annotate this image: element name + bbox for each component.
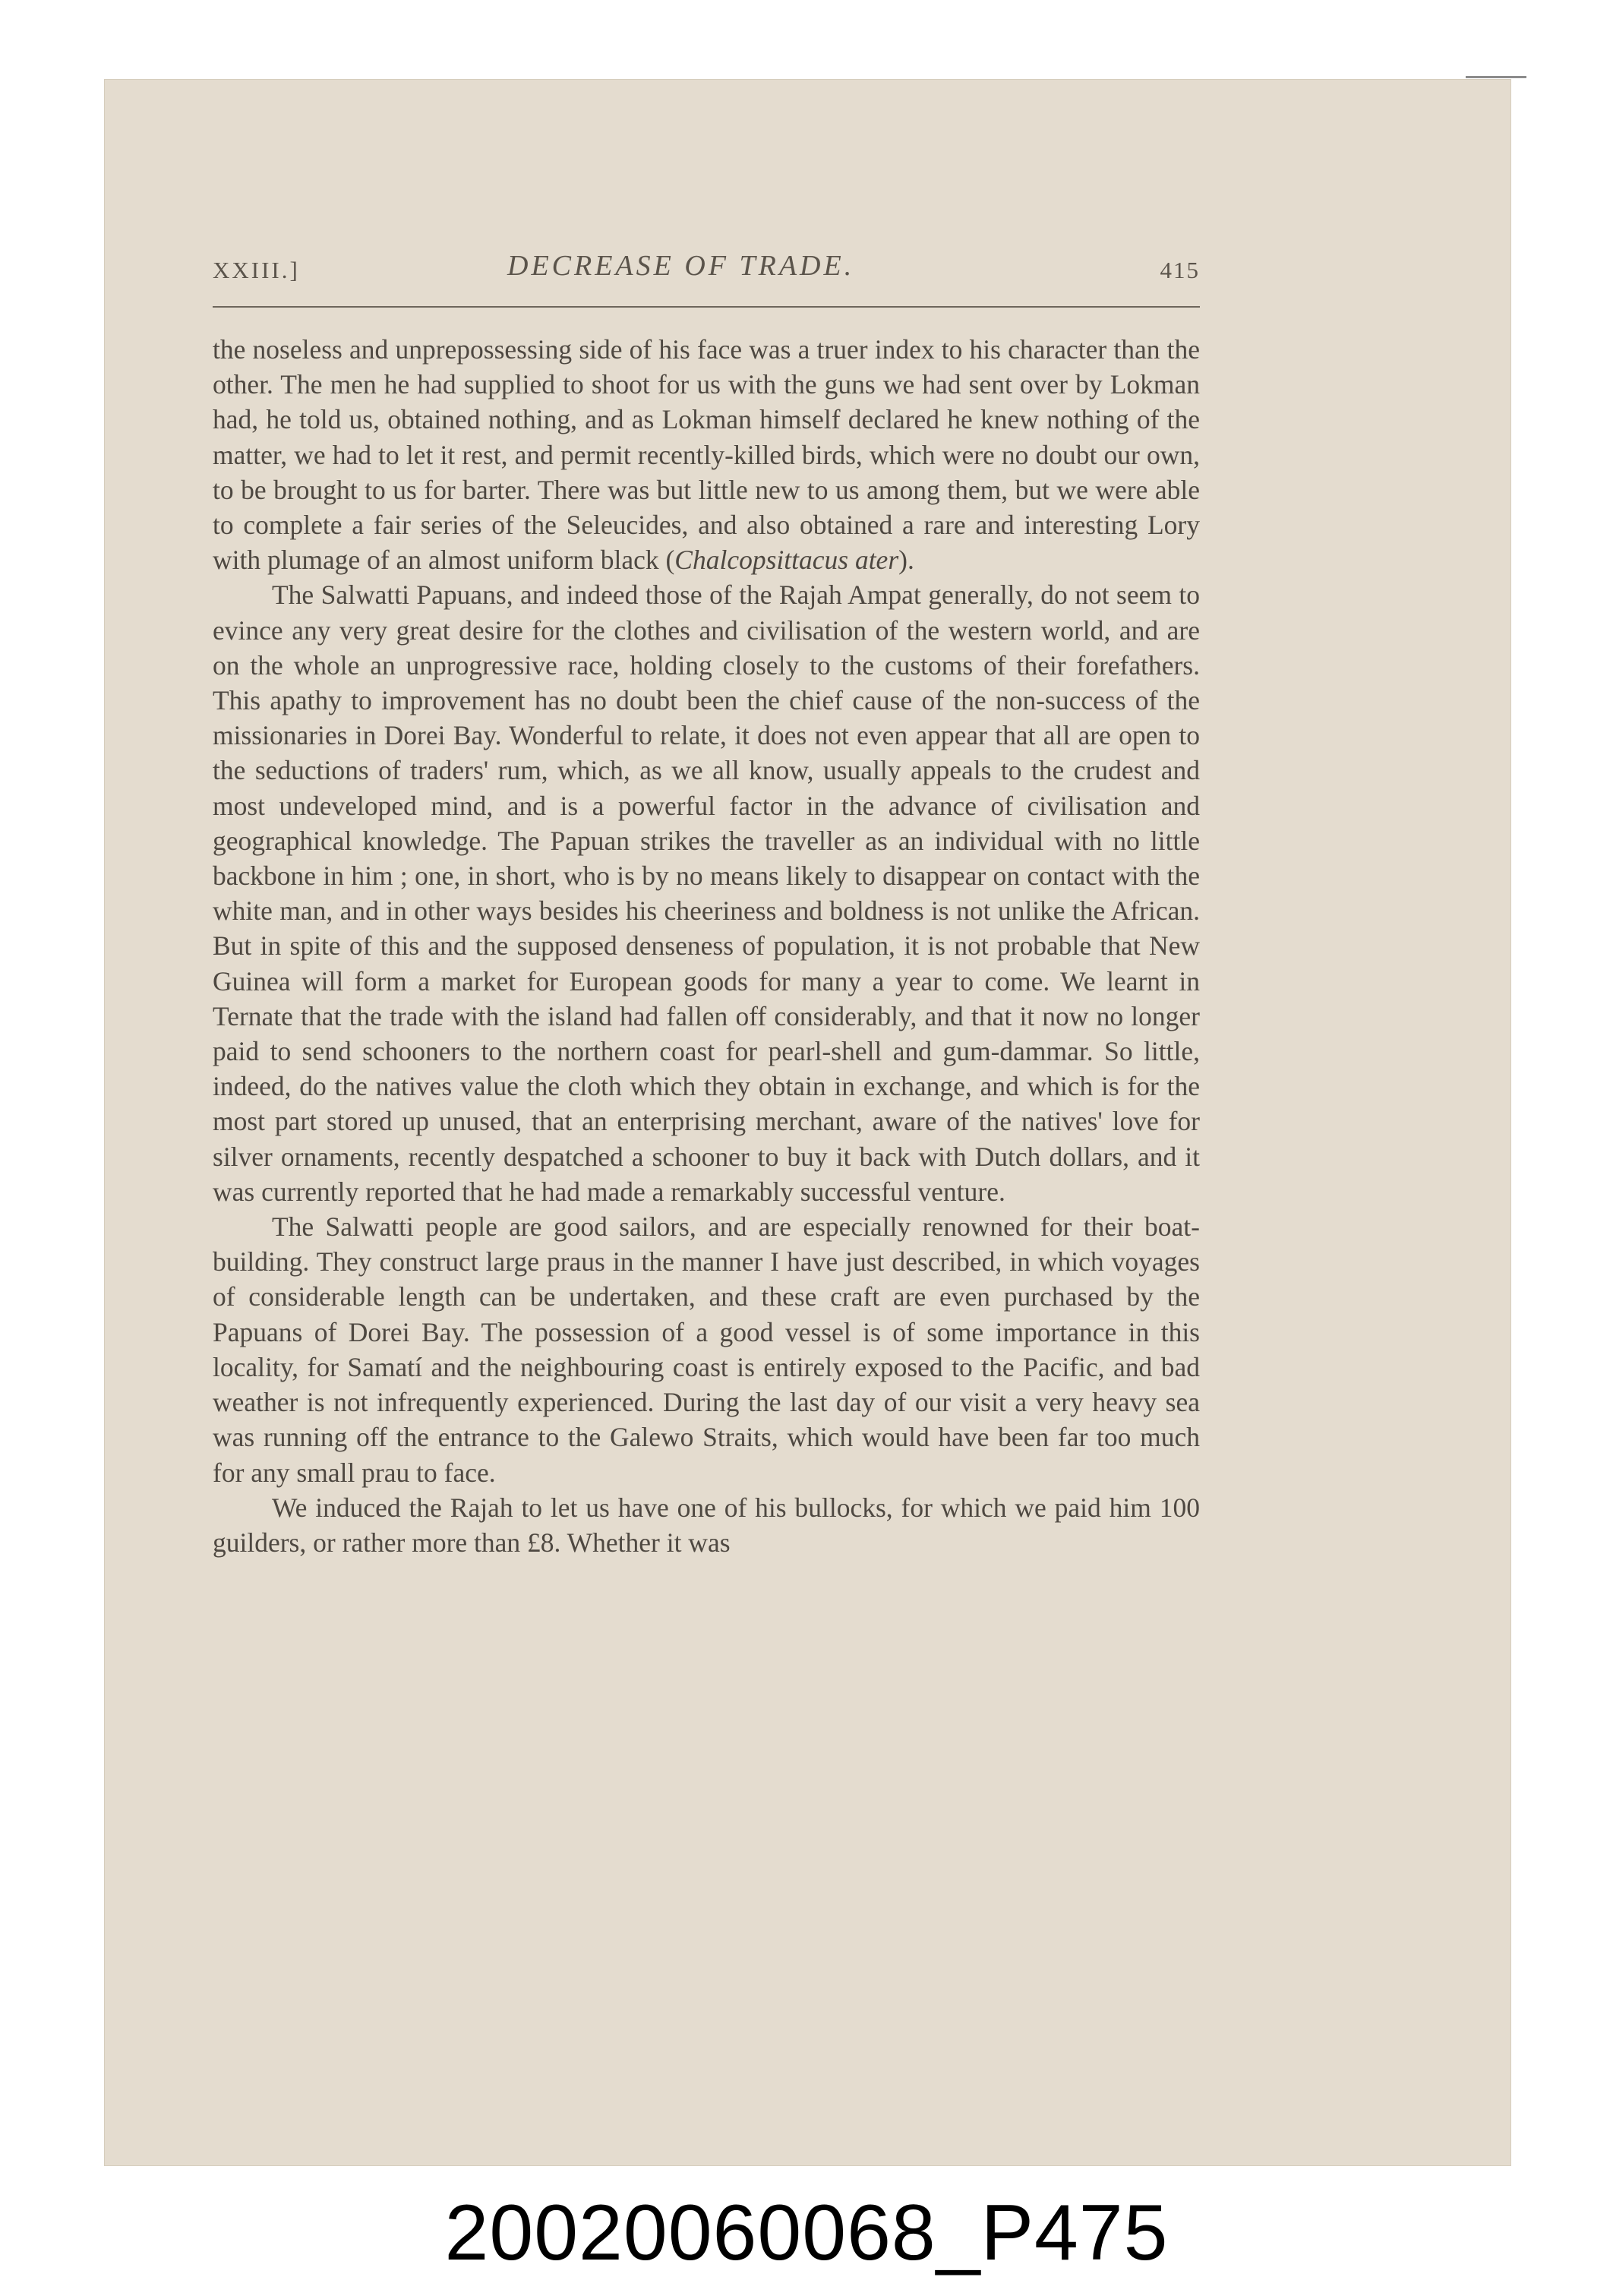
paragraph-4: We induced the Rajah to let us have one of his bullocks, for which we paid him 100 guilders, or rather more than £8. Whether it was: [213, 1492, 1200, 1558]
paragraph-3: The Salwatti people are good sailors, and are especially renowned for their boat-building. They construct large praus in the manner I have just described, in which voyages of considerable length can be undertaken, and these craft are even purchased by the Papuans of Dorei Bay. The possession of a good vessel is of some importance in this locality, for Samatí and the neighbouring coast is entirely exposed to the Pacific, and bad weather is not infrequently experienced. During the last day of our visit a very heavy sea was running off the entrance to the Galewo Straits, which would have been far too much for any small prau to face.: [213, 1211, 1200, 1488]
page-number: 415: [1160, 257, 1200, 283]
paragraph-1-text: the noseless and unprepossessing side of his face was a truer index to his character than the other. The men he had supplied to shoot for us with the guns we had sent over by Lokman had, he told us, obtained nothing, and as Lokman himself declared he knew nothing of the matter, we had to let it rest, and permit recently-killed birds, which were no doubt our own, to be brought to us for barter. There was but little new to us among them, but we were able to complete a fair series of the Seleucides, and also obtained a rare and interesting Lory with plumage of an almost uniform black (: [213, 334, 1200, 576]
chapter-marker: XXIII.]: [213, 257, 300, 283]
scanner-edge: [1466, 76, 1526, 78]
body-text: [213, 332, 1200, 1560]
species-name: Chalcopsittacus ater: [674, 545, 899, 576]
paragraph-1-closing: ).: [898, 545, 914, 576]
paragraph-2: The Salwatti Papuans, and indeed those of the Rajah Ampat generally, do not seem to evince any very great desire for the clothes and civilisation of the western world, and are on the whole an unprogressive race, holding closely to the customs of their forefathers. This apathy to improvement has no doubt been the chief cause of the non-success of the missionaries in Dorei Bay. Wonderful to relate, it does not even appear that all are open to the seductions of traders' rum, which, as we all know, usually appeals to the crudest and most undeveloped mind, and is a powerful factor in the advance of civilisation and geographical knowledge. The Papuan strikes the traveller as an individual with no little backbone in him ; one, in short, who is by no means likely to disappear on contact with the white man, and in other ways besides his cheeriness and boldness is not unlike the African. But in spite of this and the supposed denseness of population, it is not probable that New Guinea will form a market for European goods for many a year to come. We learnt in Ternate that the trade with the island had fallen off considerably, and that it now no longer paid to send schooners to the northern coast for pearl-shell and gum-dammar. So little, indeed, do the natives value the cloth which they obtain in exchange, and which is for the most part stored up unused, that an enterprising merchant, aware of the natives' love for silver ornaments, recently despatched a schooner to buy it back with Dutch dollars, and it was currently reported that he had made a remarkably successful venture.: [213, 580, 1200, 1207]
header-rule: [213, 306, 1200, 308]
running-header: [213, 249, 1200, 295]
image-id-caption: 20020060068_P475: [444, 2189, 1169, 2277]
paragraph-1: [213, 332, 1200, 577]
running-title: DECREASE OF TRADE.: [507, 250, 855, 282]
